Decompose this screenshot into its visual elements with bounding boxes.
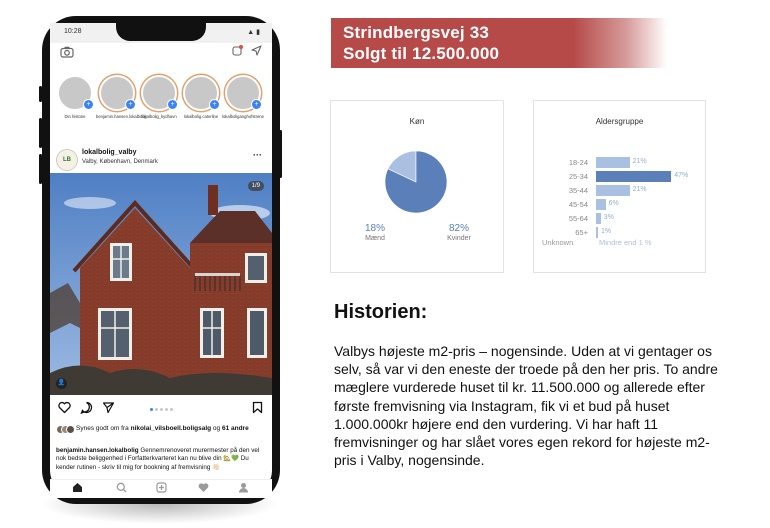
- age-data-label: 3%: [603, 214, 614, 221]
- story-item[interactable]: [180, 75, 222, 119]
- carousel-dot: [170, 408, 173, 411]
- story-heading: Historien:: [334, 301, 428, 323]
- likes-suffix: og: [211, 425, 222, 433]
- age-chart-card: [533, 100, 706, 273]
- banner-price: Solgt til 12.500.000: [343, 44, 500, 63]
- age-data-label: 21%: [632, 158, 647, 165]
- search-icon[interactable]: [116, 482, 127, 493]
- carousel-dots: [150, 408, 173, 411]
- heart-icon[interactable]: [58, 401, 71, 414]
- post-photo[interactable]: [50, 173, 272, 395]
- age-row: [534, 199, 705, 210]
- story-body: Valbys højeste m2-pris – nogensinde. Uden at vi gentager os selv, så var vi den eneste der troede på den her pris. To andre mæglere vurderede huset til kr. 11.500.000 og allerede efter første fremvisning via Instagram, fik vi et bud på huset 1.000.000kr højere end den vurdering. Vi har haft 11 fremvisninger og har slået vores egen rekord for højeste m2-pris i Valby, nogensinde.: [334, 343, 718, 469]
- stories-row: [54, 75, 272, 145]
- story-label: benjamin.hansen.lokalbolig: [96, 114, 147, 119]
- carousel-dot: [160, 408, 163, 411]
- add-icon[interactable]: [156, 482, 167, 493]
- home-icon[interactable]: [72, 482, 83, 493]
- carousel-dot: [150, 408, 153, 411]
- male-stat: [355, 223, 395, 242]
- age-row: [534, 157, 705, 168]
- age-bar: [596, 213, 601, 224]
- age-bar: [596, 199, 606, 210]
- age-data-label: 6%: [608, 200, 619, 207]
- caption-text: Gennemrenoveret murermester på den vel nok bedste beliggenhed i Forfatterkvarteret kan nu blive din 🏡💚 Du kender rutinen - skriv til mig for bookning af fremvisning 👋🏻: [56, 447, 260, 471]
- camera-icon[interactable]: [60, 46, 74, 58]
- bookmark-icon[interactable]: [252, 401, 263, 414]
- age-row: [534, 185, 705, 196]
- account-avatar[interactable]: LB: [56, 149, 78, 171]
- top-right-actions: [232, 45, 262, 56]
- likes-count[interactable]: 61 andre: [221, 425, 249, 433]
- profile-icon[interactable]: [238, 482, 249, 493]
- male-label: Mænd: [365, 235, 385, 242]
- heart-nav-icon[interactable]: [198, 482, 209, 493]
- person-tag-icon[interactable]: 👤: [56, 378, 67, 389]
- age-data-label: 1%: [601, 228, 612, 235]
- age-bar: [596, 185, 630, 196]
- activity-icon[interactable]: [232, 45, 243, 56]
- story-item[interactable]: [96, 75, 147, 119]
- post-actions: [50, 399, 272, 419]
- caption-username[interactable]: benjamin.hansen.lokalbolig: [56, 447, 139, 454]
- post-header: [50, 146, 272, 172]
- age-data-label: 47%: [674, 172, 689, 179]
- story-badge-icon: +: [167, 99, 178, 110]
- age-tick-label: 65+: [575, 228, 588, 237]
- story-label: lokalbolig_kydhavn: [141, 114, 177, 119]
- story-item[interactable]: [222, 75, 264, 119]
- post-location[interactable]: Valby, København, Denmark: [82, 159, 158, 165]
- instagram-top-bar: [50, 43, 272, 65]
- image-counter: 1/9: [248, 181, 264, 191]
- gender-chart-title: Køn: [409, 117, 425, 126]
- story-badge-icon: +: [209, 99, 220, 110]
- story-badge-icon: +: [125, 99, 136, 110]
- age-bar: [596, 171, 671, 182]
- age-tick-label: 55-64: [568, 214, 588, 223]
- house-photo: [50, 173, 272, 395]
- liker-username[interactable]: nikolai_vilsboell.boligsalg: [130, 425, 212, 433]
- story-label: lokalbolig.caterline: [183, 114, 219, 119]
- add-story-icon[interactable]: +: [83, 99, 94, 110]
- age-row: [534, 213, 705, 224]
- avatar: [183, 75, 219, 111]
- female-label: Kvinder: [447, 235, 471, 242]
- female-stat: [439, 223, 479, 242]
- age-tick-label: 45-54: [568, 200, 588, 209]
- gender-chart-card: [330, 100, 504, 273]
- bottom-nav: [50, 479, 272, 498]
- age-chart-title: Aldersgruppe: [595, 117, 644, 126]
- avatar: [225, 75, 261, 111]
- avatar: [57, 75, 93, 111]
- likes-line: [56, 425, 268, 433]
- age-data-label: 21%: [632, 186, 647, 193]
- story-badge-icon: +: [251, 99, 262, 110]
- comment-icon[interactable]: [80, 401, 93, 414]
- story-item[interactable]: [138, 75, 180, 119]
- likes-prefix: Synes godt om fra: [76, 425, 131, 433]
- banner-address: Strindbergsvej 33: [343, 23, 490, 42]
- liker-avatars: [56, 425, 74, 432]
- unknown-age-value: Mindre end 1 %: [599, 238, 652, 247]
- story-item[interactable]: [54, 75, 96, 119]
- account-name[interactable]: lokalbolig_valby: [82, 149, 137, 156]
- status-time: 10:28: [64, 28, 82, 35]
- age-tick-label: 18-24: [568, 158, 588, 167]
- story-label: Din historie: [64, 114, 86, 119]
- status-indicators: ▲ ▮: [247, 29, 260, 36]
- story-label: lokalboliganghofstrene: [222, 114, 264, 119]
- phone-screen: [50, 23, 272, 497]
- avatar: [141, 75, 177, 111]
- age-row: [534, 171, 705, 182]
- age-tick-label: 35-44: [568, 186, 588, 195]
- unknown-age-label: Unknown: [542, 238, 574, 247]
- carousel-dot: [155, 408, 158, 411]
- male-percentage: 18%: [364, 223, 385, 234]
- send-icon[interactable]: [251, 45, 262, 56]
- gender-pie: [385, 151, 447, 213]
- avatar: [99, 75, 135, 111]
- share-icon[interactable]: [102, 401, 115, 414]
- post-caption: [56, 447, 268, 472]
- age-row: [534, 227, 705, 238]
- phone-notch: [116, 23, 206, 41]
- carousel-dot: [165, 408, 168, 411]
- phone-frame: [42, 16, 280, 504]
- age-tick-label: 25-34: [568, 172, 588, 181]
- age-bar: [596, 227, 598, 238]
- sale-banner: [331, 18, 667, 68]
- age-bar: [596, 157, 630, 168]
- more-icon[interactable]: ···: [253, 150, 262, 160]
- female-percentage: 82%: [448, 223, 469, 234]
